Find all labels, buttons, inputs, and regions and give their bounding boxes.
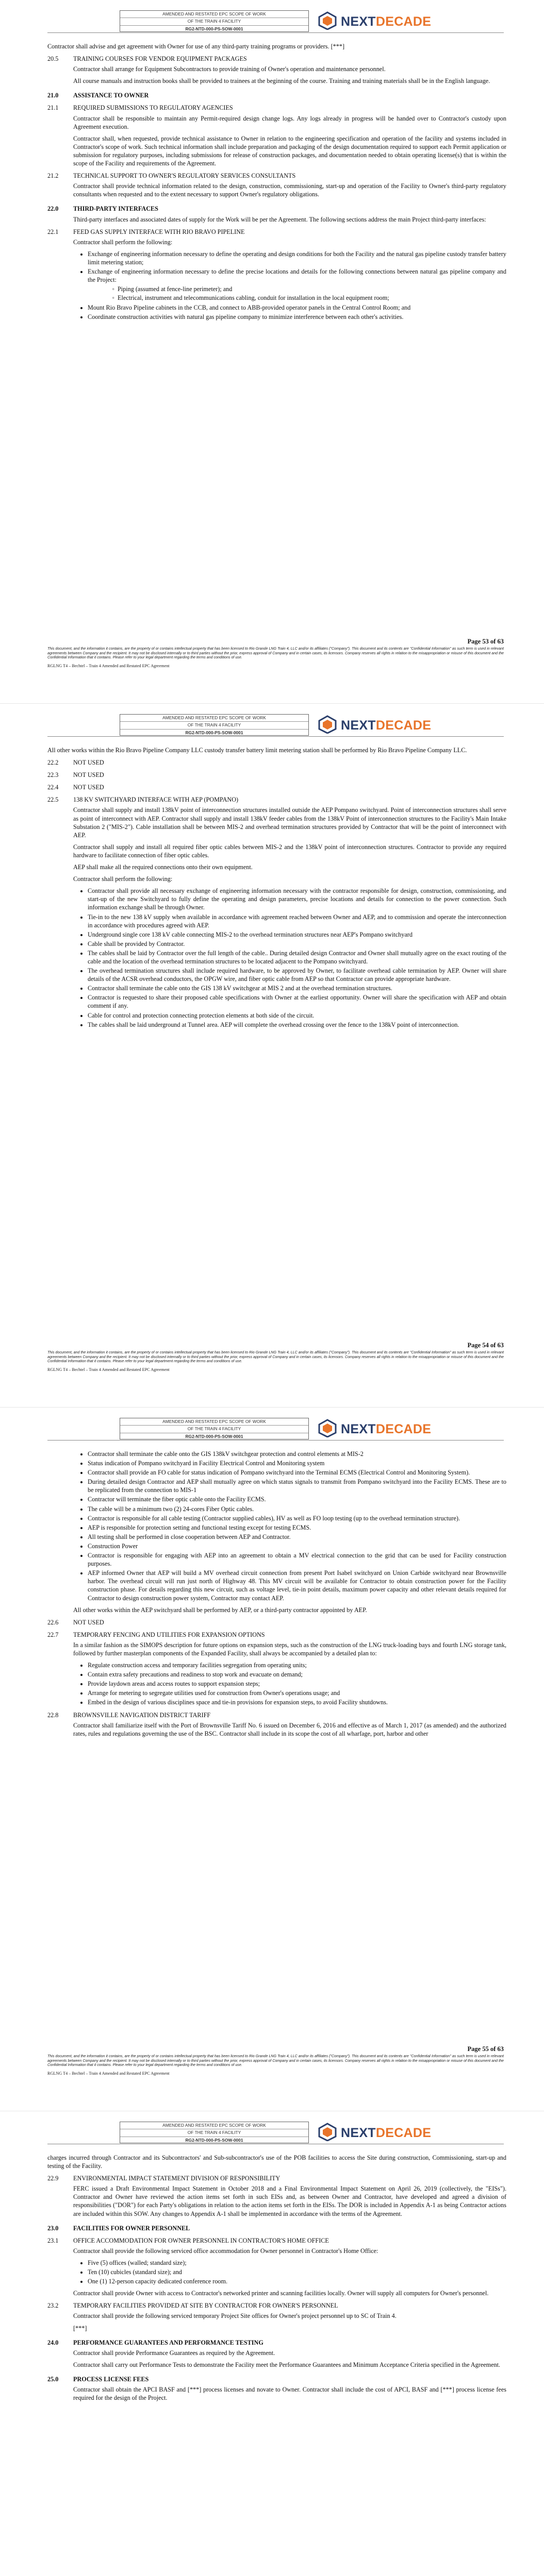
bullet-list: [80, 1661, 506, 1706]
header-line-1: AMENDED AND RESTATED EPC SCOPE OF WORK: [120, 1418, 308, 1426]
paragraph: charges incurred through Contractor and its Subcontractors' and Sub-subcontractor's use of the POB facilities to access the Site during construction, Commissioning, start-up and testing of the Facility.: [47, 2154, 506, 2170]
logo-wordmark: NEXTDECADE: [341, 718, 432, 733]
paragraph: Contractor shall provide the following serviced temporary Project Site offices for Owner's project personnel up to SC of Train 4.: [73, 2312, 397, 2320]
list-item: • The cables shall be laid by Contractor over the full length of the cable.. During detailed design Contractor and Owner shall mutually agree on the exact routing of the cable and the location of the overhead termination structures to be located adjacent to the Pompano switchyard.: [88, 949, 506, 965]
header-doc-number: RG2-NTD-000-PS-SOW-0001: [185, 1433, 243, 1439]
list-item: • Coordinate construction activities with natural gas pipeline company to minimize interference between each other's activities.: [88, 313, 506, 321]
paragraph: Contractor shall perform the following:: [73, 875, 173, 883]
list-item: • The overhead termination structures shall include required hardware, to be approved by Owner, to facilitate overhead cable termination by AEP. Owner will share details of the ACSR overhead conductors, the OPGW wire, and fiber optic cable from AEP so that Contractor can provide appropriate hardware.: [88, 967, 506, 983]
section-heading-21-1: 21.1 REQUIRED SUBMISSIONS TO REGULATORY AGENCIES: [47, 104, 233, 112]
confidentiality-disclaimer: This document, and the information it contains, are the property of or contains intellectual property that has been licensed to Rio Grande LNG Train 4, LLC and/or its affiliates ("Company"). This document and its contents are "Confidential Information" as such term is used in relevant agreements between Company and the recipient. It may not be disclosed internally or to third parties without the prior, express approval of Company and in certain cases, its licensors. Company reserves all rights in relation to the misappropriation or misuse of this document and the Confidential Information that it contains. Please refer to your legal department regarding the terms and conditions of use.: [47, 1350, 504, 1364]
section-heading-22-0: 22.0 THIRD-PARTY INTERFACES: [47, 205, 158, 213]
header-title-box: [120, 10, 309, 32]
paragraph: AEP shall make all the required connections onto their own equipment.: [73, 863, 253, 871]
list-item: • Underground single core 138 kV cable connecting MIS-2 to the overhead termination structures near AEP's Pompano switchyard: [88, 930, 506, 939]
list-item: • Construction Power: [88, 1542, 506, 1550]
paragraph: Contractor shall be responsible to maintain any Permit-required design change logs. Any logs already in progress will be handed over to Contractor's custody upon Agreement execution.: [73, 114, 506, 130]
header-line-1: AMENDED AND RESTATED EPC SCOPE OF WORK: [120, 715, 308, 722]
document-page-55: [0, 1408, 544, 2111]
nextdecade-logo-icon: [317, 715, 338, 734]
logo-wordmark: NEXTDECADE: [341, 2126, 432, 2140]
header-line-1: AMENDED AND RESTATED EPC SCOPE OF WORK: [120, 11, 308, 18]
list-item: • Exchange of engineering information necessary to define the operating and design conditions for both the Facility and the natural gas pipeline custody transfer battery limit metering station;: [88, 250, 506, 266]
list-item: • All testing shall be performed in close cooperation between AEP and Contractor.: [88, 1533, 506, 1541]
section-heading-23-1: 23.1 OFFICE ACCOMMODATION FOR OWNER PERSONNEL IN CONTRACTOR'S HOME OFFICE: [47, 2236, 329, 2244]
page-footer: [47, 1342, 504, 1372]
bullet-list: [80, 2259, 506, 2285]
list-item: ◦ Electrical, instrument and telecommunications cabling, conduit for installation in the local equipment room;: [118, 294, 506, 302]
section-heading-22-3: 22.3 NOT USED: [47, 771, 104, 779]
nextdecade-logo-icon: [317, 2123, 338, 2141]
list-item: • Contain extra safety precautions and readiness to stop work and evacuate on demand;: [88, 1670, 506, 1679]
page-header: [47, 1418, 504, 1440]
list-item: • One (1) 12-person capacity dedicated conference room.: [88, 2277, 506, 2285]
company-logo: [317, 11, 441, 30]
page-body: [47, 1450, 506, 1741]
list-item: • Five (5) offices (walled; standard size);: [88, 2259, 506, 2267]
header-line-2: OF THE TRAIN 4 FACILITY: [120, 722, 308, 729]
paragraph: Contractor shall provide Performance Guarantees as required by the Agreement.: [73, 2349, 275, 2357]
nextdecade-logo-icon: [317, 11, 338, 30]
document-page-53: [0, 0, 544, 703]
nextdecade-logo-icon: [317, 1419, 338, 1437]
document-page-56: [0, 2111, 544, 2576]
section-heading-21-2: 21.2 TECHNICAL SUPPORT TO OWNER'S REGULATORY SERVICES CONSULTANTS: [47, 172, 296, 180]
list-item: • Contractor will terminate the fiber optic cable onto the Facility ECMS.: [88, 1495, 506, 1503]
company-logo: [317, 1419, 441, 1437]
list-item: • AEP informed Owner that AEP will build a MV overhead circuit connection from present Port Isabel switchyard on Union Carbide switchyard near Brownsville harbor. The overhead circuit will run just north of Highway 48. This MV circuit will be available for Contractor to obtain construction power for the Facility construction phase. For details regarding this new circuit, such as voltage level, tie-in point details, maximum power capacity and other relevant details required for Contractor to design construction power system, Contractor may contact AEP.: [88, 1569, 506, 1602]
header-doc-number: RG2-NTD-000-PS-SOW-0001: [185, 26, 243, 31]
list-item: • Status indication of Pompano switchyard in Facility Electrical Control and Monitoring system: [88, 1459, 506, 1467]
paragraph: Contractor shall provide Owner with access to Contractor's networked printer and scanning facilities locally. Owner will supply all computers for Owner's personnel.: [73, 2290, 489, 2297]
list-item: • Contractor shall terminate the cable onto the GIS 138 kV switchgear at MIS 2 and at the overhead termination structures.: [88, 984, 506, 992]
header-title-box: [120, 1418, 309, 1439]
company-logo: [317, 2123, 441, 2141]
paragraph: Contractor shall arrange for Equipment Subcontractors to provide training of Owner's operation and maintenance personnel.: [73, 65, 386, 73]
confidentiality-disclaimer: This document, and the information it contains, are the property of or contains intellectual property that has been licensed to Rio Grande LNG Train 4, LLC and/or its affiliates ("Company"). This document and its contents are "Confidential Information" as such term is used in relevant agreements between Company and the recipient. It may not be disclosed internally or to third parties without the prior, express approval of Company and in certain cases, its licensors. Company reserves all rights in relation to the misappropriation or misuse of this document and the Confidential Information that it contains. Please refer to your legal department regarding the terms and conditions of use.: [47, 2054, 504, 2067]
logo-wordmark: NEXTDECADE: [341, 14, 432, 29]
paragraph: Third-party interfaces and associated dates of supply for the Work will be per the Agreement. The following sections address the main Project third-party interfaces:: [73, 215, 486, 223]
paragraph: All course manuals and instruction books shall be provided to trainees at the beginning of the course. Training and training materials shall be in the English language.: [73, 77, 490, 85]
section-heading-21-0: 21.0 ASSISTANCE TO OWNER: [47, 92, 149, 99]
list-item: • Contractor shall provide all necessary exchange of engineering information necessary with the contractor responsible for design, construction, commissioning, and start-up of the new Switchyard to fully define the operating and design parameters, precise locations and details for connection to the power connection. Such information exchange shall be through Owner.: [88, 887, 506, 911]
page-header: [47, 10, 504, 33]
list-item: • Cable shall be provided by Contractor.: [88, 940, 506, 948]
section-heading-23-0: 23.0 FACILITIES FOR OWNER PERSONNEL: [47, 2224, 190, 2232]
logo-wordmark: NEXTDECADE: [341, 1422, 432, 1436]
paragraph: FERC issued a Draft Environmental Impact Statement in October 2018 and a Final Environmental Impact Statement on April 26, 2019 (collectively, the "EISs"). Contractor and Owner have reviewed the action items set forth in such EISs and, as between Owner and Contractor, have developed and agreed a division of responsibilities ("DOR") for each Party's obligations in relation to the action items set forth in the EISs. The DOR is included in Appendix A-1 as being Contractor actions are included within this SOW. Any changes to Appendix A-1 shall be implemented in accordance with the terms of the Agreement.: [73, 2185, 506, 2217]
list-item: • Mount Rio Bravo Pipeline cabinets in the CCB, and connect to ABB-provided operator panels in the Central Control Room; and: [88, 303, 506, 312]
list-item: • Cable for control and protection connecting protection elements at both side of the circuit.: [88, 1011, 506, 1020]
page-number: Page 55 of 63: [467, 2045, 504, 2053]
list-item: • During detailed design Contractor and AEP shall mutually agree on which status signals to transmit from Pompano switchyard into the Facility ECMS. These are to be replicated from the connection to MIS-1: [88, 1478, 506, 1494]
list-item: • The cables shall be laid underground at Tunnel area. AEP will complete the overhead crossing over the fence to the 138kV point of interconnection.: [88, 1021, 506, 1029]
list-item: • AEP is responsible for protection setting and functional testing except for testing ECMS.: [88, 1523, 506, 1532]
list-item: • Provide laydown areas and access routes to support expansion steps;: [88, 1680, 506, 1688]
paragraph: Contractor shall advise and get agreement with Owner for use of any third-party training programs or providers. [***]: [47, 43, 345, 50]
sub-bullet-list: [110, 285, 506, 302]
page-footer: [47, 2045, 504, 2076]
header-rule: [47, 736, 504, 737]
bullet-list: [80, 887, 506, 1029]
paragraph: Contractor shall provide the following serviced office accommodation for Owner personnel in Contractor's Home Office:: [73, 2247, 378, 2255]
paragraph: Contractor shall familiarize itself with the Port of Brownsville Tariff No. 6 issued on December 6, 2016 and effective as of March 1, 2017 (as amended) and the authorized rates, rules and regulations governing the use of the BSC. Contractor shall include in its scope the cost of all wharfage, port, harbor and other: [73, 1721, 506, 1737]
paragraph: All other works within the Rio Bravo Pipeline Company LLC custody transfer battery limit metering station shall be performed by Rio Bravo Pipeline Company LLC.: [47, 747, 467, 754]
section-heading-23-2: 23.2 TEMPORARY FACILITIES PROVIDED AT SITE BY CONTRACTOR FOR OWNER'S PERSONNEL: [47, 2302, 338, 2310]
header-doc-number: RG2-NTD-000-PS-SOW-0001: [185, 730, 243, 735]
header-line-1: AMENDED AND RESTATED EPC SCOPE OF WORK: [120, 2122, 308, 2129]
list-item: • The cable will be a minimum two (2) 24-cores Fiber Optic cables.: [88, 1505, 506, 1513]
section-heading-22-7: 22.7 TEMPORARY FENCING AND UTILITIES FOR EXPANSION OPTIONS: [47, 1631, 265, 1638]
header-title-box: [120, 714, 309, 736]
section-heading-22-1: 22.1 FEED GAS SUPPLY INTERFACE WITH RIO BRAVO PIPELINE: [47, 228, 245, 235]
paragraph: Contractor shall supply and install all required fiber optic cables between MIS-2 and the 138kV point of interconnection structures. Contractor to provide any required hardware to facilitate connection of fiber optic cables.: [73, 843, 506, 859]
list-item: • Embed in the design of various disciplines space and tie-in provisions for expansion steps, to avoid Facility shutdowns.: [88, 1698, 506, 1706]
bullet-list: [80, 1450, 506, 1602]
section-heading-22-5: 22.5 138 KV SWITCHYARD INTERFACE WITH AEP (POMPANO): [47, 796, 239, 804]
list-item: • Contractor is responsible for all cable testing (Contractor supplied cables), HV as well as FO loop testing (up to the overhead termination structure).: [88, 1514, 506, 1522]
list-item: • Contractor is responsible for engaging with AEP into an agreement to obtain a MV electrical connection to the grid that can be used for Facility construction purposes.: [88, 1551, 506, 1568]
section-heading-22-2: 22.2 NOT USED: [47, 759, 104, 767]
header-line-2: OF THE TRAIN 4 FACILITY: [120, 18, 308, 25]
document-page-54: [0, 704, 544, 1407]
paragraph: Contractor shall provide technical information related to the design, construction, commissioning, start-up and operation of the Facility to Owner's third-party regulatory consultants when requested and to the extent necessary to support Owner's regulatory obligations.: [73, 182, 506, 198]
agreement-reference: RGLNG T4 – Bechtel – Train 4 Amended and Restated EPC Agreement: [47, 2071, 170, 2076]
section-heading-22-6: 22.6 NOT USED: [47, 1618, 104, 1626]
list-item: • Arrange for metering to segregate utilities used for construction from Owner's operations usage; and: [88, 1689, 506, 1697]
page-body: [47, 2154, 506, 2405]
bullet-list: [80, 250, 506, 321]
page-body: [47, 746, 506, 1032]
page-header: [47, 714, 504, 737]
header-title-box: [120, 2122, 309, 2143]
list-item: • Regulate construction access and temporary facilities segregation from operating units;: [88, 1661, 506, 1669]
paragraph: Contractor shall, when requested, provide technical assistance to Owner in relation to the engineering specification and operation of the facility and systems included in Contractor's scope of work. Such technical information shall include preparation and packaging of the design documentation required to support each Permit application or submission for regulatory purposes, including submissions for release of construction packages, and documentation needed to obtain operating license(s) that is within the scope of the Facility and requirements of the Agreement.: [73, 134, 506, 167]
page-number: Page 53 of 63: [467, 638, 504, 645]
paragraph: Contractor shall perform the following:: [73, 238, 173, 246]
list-item: • Contractor shall terminate the cable onto the GIS 138kV switchgear protection and control elements at MIS-2: [88, 1450, 506, 1458]
paragraph: In a similar fashion as the SIMOPS description for future options on expansion steps, such as the construction of the LNG truck-loading bays and fourth LNG storage tank, followed by further masterplan components of the Expanded Facility, shall always be accompanied by a detailed plan to:: [73, 1641, 506, 1657]
agreement-reference: RGLNG T4 – Bechtel – Train 4 Amended and Restated EPC Agreement: [47, 663, 170, 668]
section-heading-22-9: 22.9 ENVIRONMENTAL IMPACT STATEMENT DIVISION OF RESPONSIBILITY: [47, 2175, 281, 2182]
page-footer: [47, 638, 504, 668]
confidentiality-disclaimer: This document, and the information it contains, are the property of or contains intellectual property that has been licensed to Rio Grande LNG Train 4, LLC and/or its affiliates ("Company"). This document and its contents are "Confidential Information" as such term is used in relevant agreements between Company and the recipient. It may not be disclosed internally or to third parties without the prior, express approval of Company and in certain cases, its licensors. Company reserves all rights in relation to the misappropriation or misuse of this document and the Confidential Information that it contains. Please refer to your legal department regarding the terms and conditions of use.: [47, 647, 504, 660]
list-item: • Ten (10) cubicles (standard size); and: [88, 2268, 506, 2276]
header-line-2: OF THE TRAIN 4 FACILITY: [120, 1426, 308, 1433]
section-heading-24-0: 24.0 PERFORMANCE GUARANTEES AND PERFORMANCE TESTING: [47, 2338, 263, 2346]
list-item: • Tie-in to the new 138 kV supply when available in accordance with agreement reached between Owner and AEP, and to commission and operate the interconnection in accordance with procedures agreed with AEP.: [88, 913, 506, 929]
section-heading-22-8: 22.8 BROWNSVILLE NAVIGATION DISTRICT TARIFF: [47, 1711, 211, 1719]
header-rule: [47, 32, 504, 33]
list-item: • Contractor is requested to share their proposed cable specifications with Owner at the earliest opportunity. Owner will share the specification with AEP and obtain comment if any.: [88, 993, 506, 1010]
paragraph: [***]: [73, 2324, 87, 2332]
paragraph: Contractor shall carry out Performance Tests to demonstrate the Facility meet the Performance Guarantees and Minimum Acceptance Criteria specified in the Agreement.: [73, 2361, 501, 2368]
company-logo: [317, 715, 441, 734]
header-line-2: OF THE TRAIN 4 FACILITY: [120, 2129, 308, 2137]
list-item: • Exchange of engineering information necessary to define the precise locations and details for the following connections between natural gas pipeline company and the Project: ◦ Piping (assumed at fence-line perimeter); and ◦ Electrical, instrument and telecommunications cabling, conduit for installation in the local equipment room;: [88, 267, 506, 302]
page-header: [47, 2122, 504, 2144]
agreement-reference: RGLNG T4 – Bechtel – Train 4 Amended and Restated EPC Agreement: [47, 1367, 170, 1372]
paragraph: Contractor shall obtain the APCI BASF and [***] process licenses and novate to Owner. Contractor shall include the cost of APCI, BASF and [***] process license fees required for the design of the Project.: [73, 2385, 506, 2402]
section-heading-22-4: 22.4 NOT USED: [47, 784, 104, 791]
paragraph: Contractor shall supply and install 138kV point of interconnection structures installed outside the AEP Pompano switchyard. Point of interconnection structures shall serve as point of interconnect with AEP. Contractor shall supply and install 138kV feeder cables from the 138kV Point of interconnection structures to the Facility's Main Intake Substation 2 ("MIS-2"). Cable installation shall be between MIS-2 and overhead termination structures provided by Contractor that will be the point of interconnect with AEP.: [73, 806, 506, 839]
list-item: • Contractor shall provide an FO cable for status indication of Pompano switchyard into the Terminal ECMS (Electrical Control and Monitoring System).: [88, 1468, 506, 1477]
header-doc-number: RG2-NTD-000-PS-SOW-0001: [185, 2137, 243, 2143]
paragraph: All other works within the AEP switchyard shall be performed by AEP, or a third-party contractor appointed by AEP.: [73, 1606, 367, 1614]
page-number: Page 54 of 63: [467, 1342, 504, 1349]
section-heading-25-0: 25.0 PROCESS LICENSE FEES: [47, 2375, 149, 2383]
page-body: [47, 42, 506, 325]
section-heading-20-5: 20.5 TRAINING COURSES FOR VENDOR EQUIPMENT PACKAGES: [47, 55, 247, 63]
list-item: ◦ Piping (assumed at fence-line perimeter); and: [118, 285, 506, 293]
